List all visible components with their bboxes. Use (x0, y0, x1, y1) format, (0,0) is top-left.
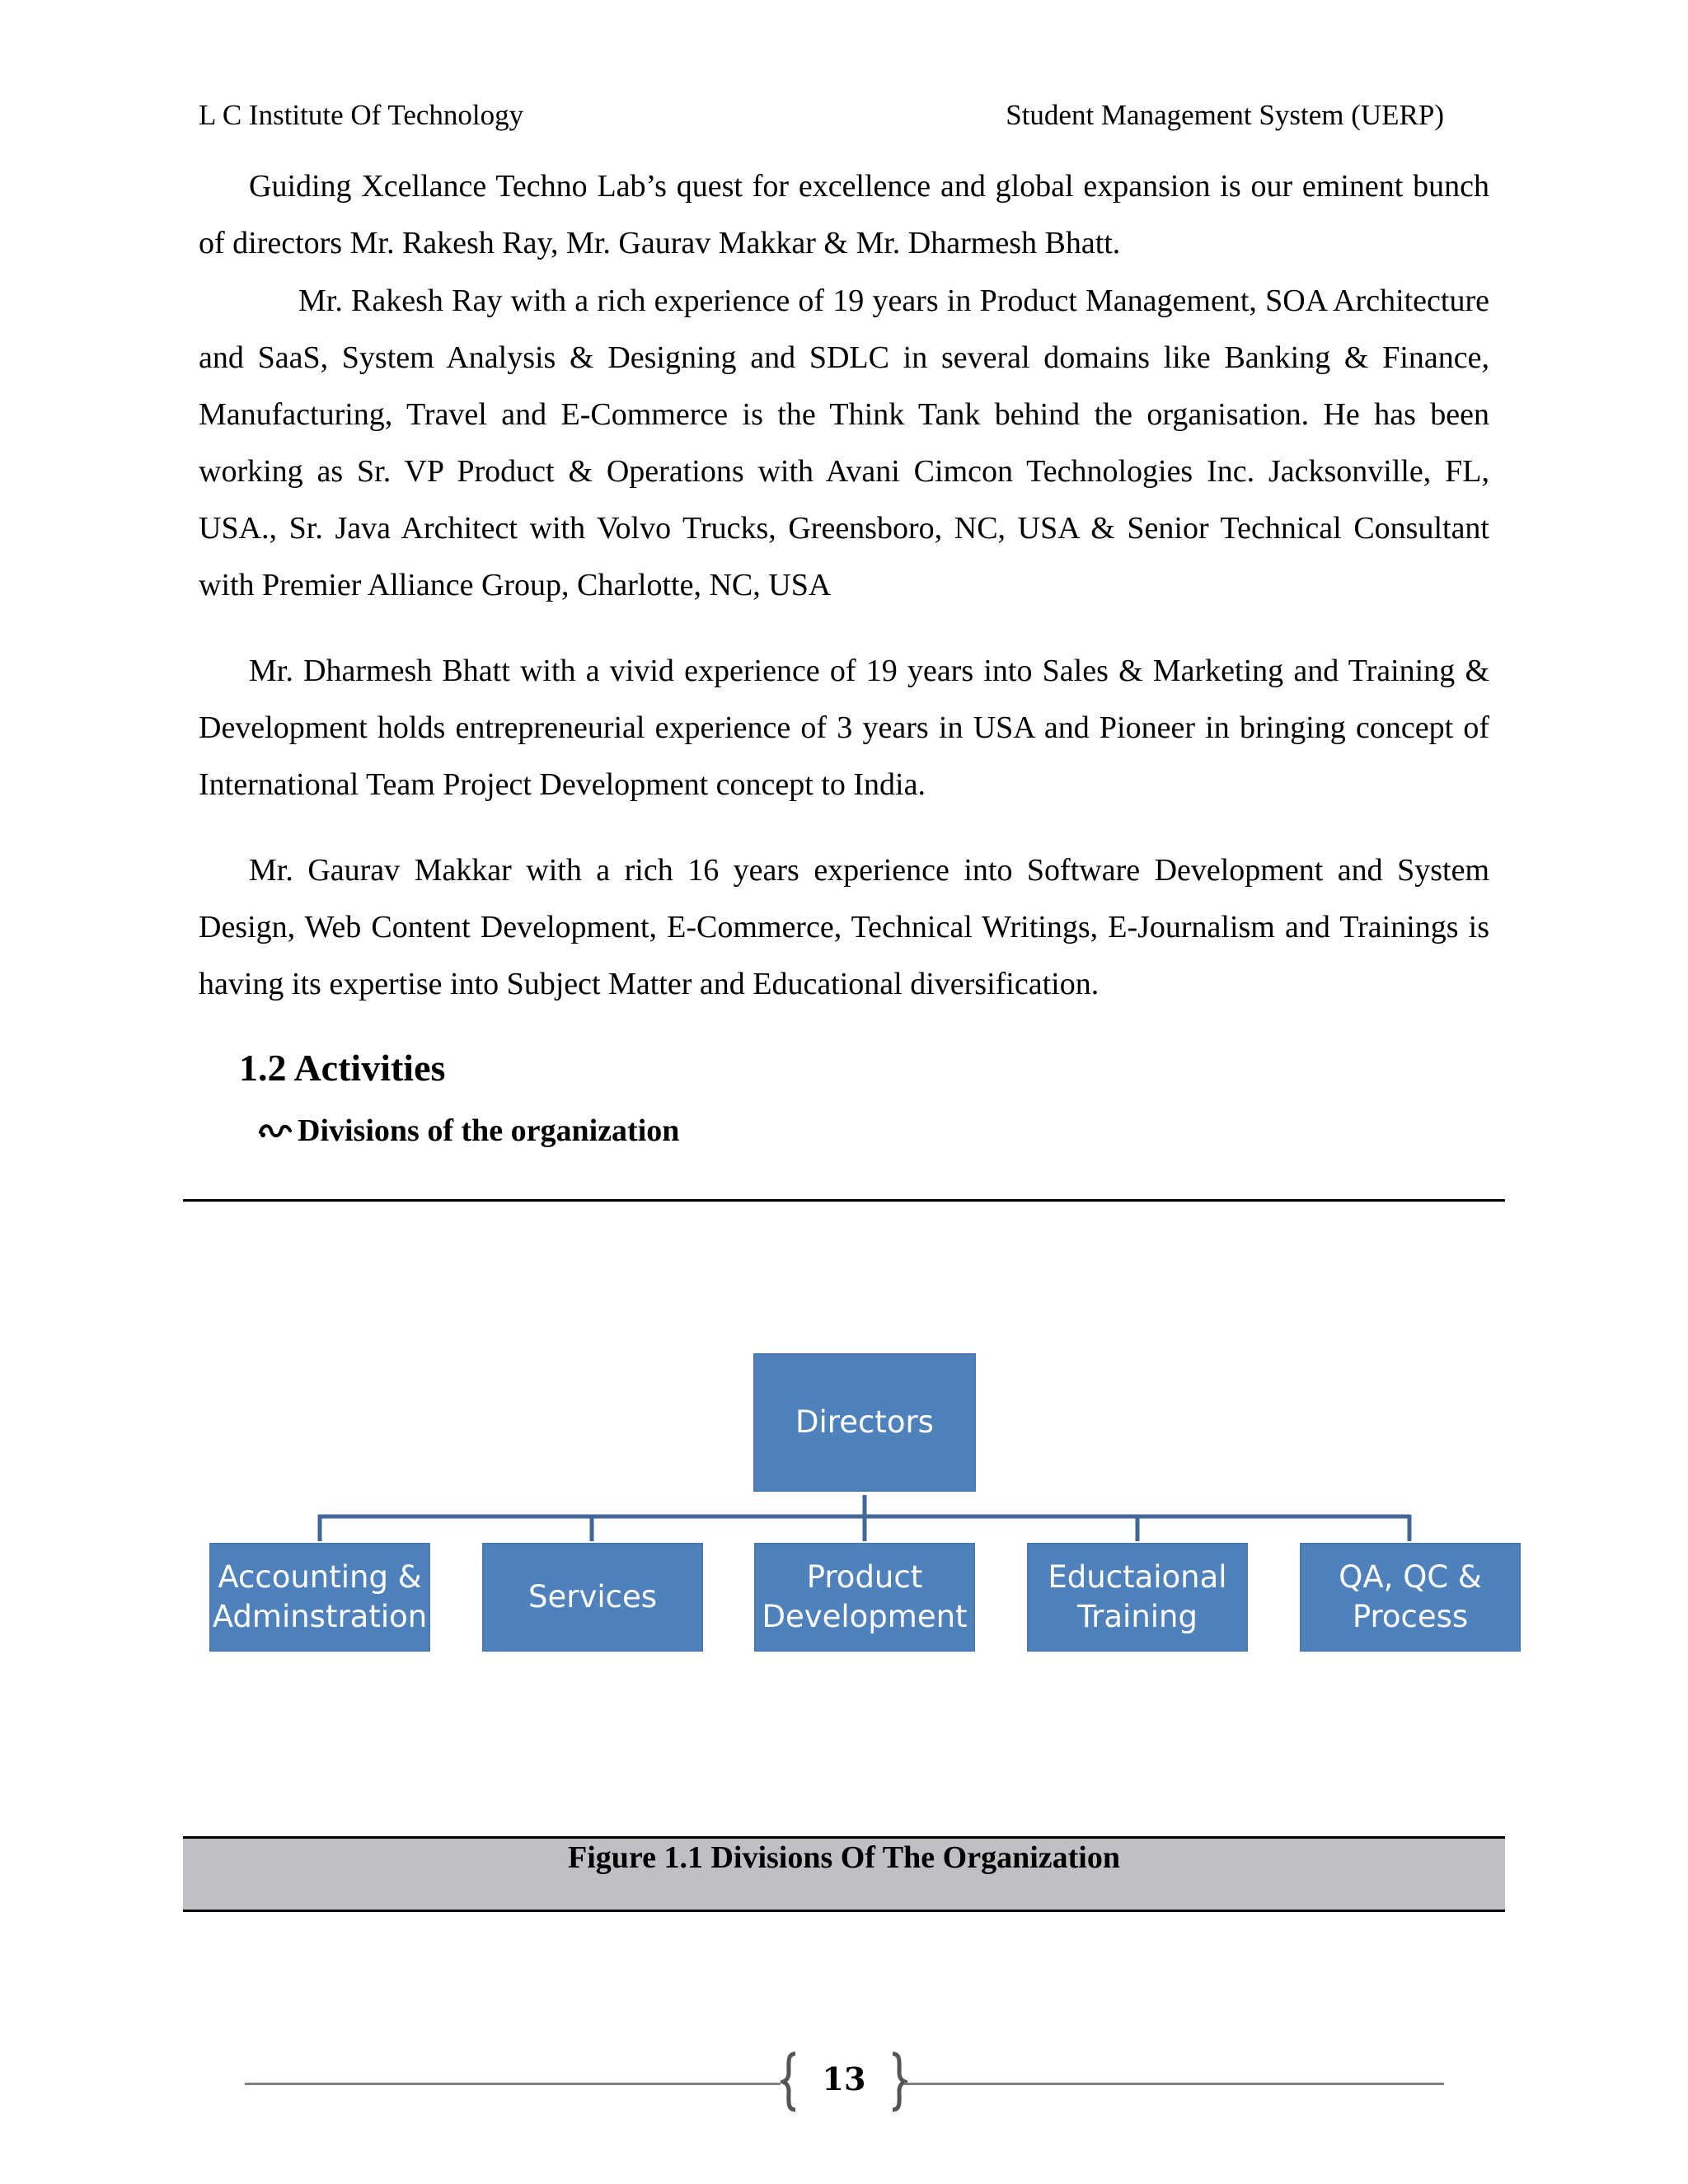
header-project-title: Student Management System (UERP) (1006, 99, 1444, 131)
org-box-services (482, 1543, 703, 1652)
org-box-label: Process (1352, 1599, 1469, 1634)
right-brace-icon (889, 2051, 907, 2112)
footer-rule-right (904, 2083, 1444, 2085)
org-box-label: Services (528, 1579, 658, 1615)
footer-rule-left (245, 2083, 781, 2085)
paragraph-directors-intro: Guiding Xcellance Techno Lab’s quest for excellence and global expansion is our eminent bunch of directors Mr. Rakesh Ray, Mr. Gaurav Makkar & Mr. Dharmesh Bhatt. (199, 169, 1489, 260)
left-brace-icon (781, 2051, 799, 2112)
page-number: 13 (822, 2060, 866, 2097)
org-box-label: Development (762, 1599, 968, 1634)
org-box-directors-label: Directors (795, 1404, 934, 1440)
org-box-directors (753, 1353, 976, 1492)
paragraph-dharmesh-bhatt: Mr. Dharmesh Bhatt with a vivid experience of 19 years into Sales & Marketing and Training & Development holds entrepreneurial experience of 3 years in USA and Pioneer in bringing concept of International Team Project Development concept to India. (199, 654, 1489, 802)
org-box-accounting (209, 1543, 430, 1652)
section-heading: 1.2 Activities (239, 1047, 446, 1089)
org-box-product-development (754, 1543, 975, 1652)
figure-caption: Figure 1.1 Divisions Of The Organization (568, 1840, 1120, 1875)
org-box-label: Product (806, 1559, 923, 1595)
org-box-qa-qc-process (1300, 1543, 1521, 1652)
org-box-label: QA, QC & (1339, 1559, 1482, 1595)
bullet-text: Divisions of the organization (298, 1113, 680, 1148)
paragraph-rakesh-ray: Mr. Rakesh Ray with a rich experience of 19 years in Product Management, SOA Architecture and SaaS, System Analysis & Designing and SDLC in several domains like Banking & Finance, Manufacturing, Travel and E-Commerce is the Think Tank behind the organisation. He has been working as Sr. VP Product & Operations with Avani Cimcon Technologies Inc. Jacksonville, FL, USA., Sr. Java Architect with Volvo Trucks, Greensboro, NC, USA & Senior Technical Consultant with Premier Alliance Group, Charlotte, NC, USA (199, 284, 1489, 602)
header-institute-name: L C Institute Of Technology (199, 99, 524, 131)
org-box-label: Eductaional (1048, 1559, 1227, 1595)
org-box-educational-training (1027, 1543, 1248, 1652)
paragraph-gaurav-makkar: Mr. Gaurav Makkar with a rich 16 years experience into Software Development and System Design, Web Content Development, E-Commerce, Technical Writings, E-Journalism and Trainings is having its expertise into Subject Matter and Educational diversification. (199, 853, 1489, 1001)
org-box-label: Training (1076, 1599, 1198, 1634)
org-box-label: Accounting & (218, 1559, 422, 1595)
org-box-label: Adminstration (212, 1599, 428, 1634)
